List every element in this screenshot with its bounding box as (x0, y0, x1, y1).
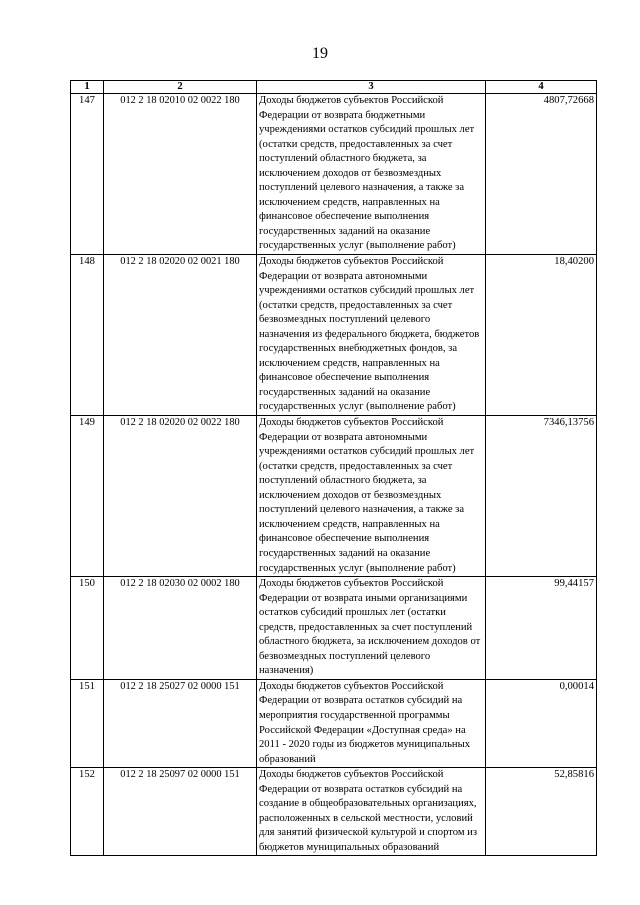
column-header-4: 4 (486, 81, 597, 94)
revenue-description: Доходы бюджетов субъектов Российской Федерации от возврата бюджетными учреждениями остатков субсидий прошлых лет (остатки средств, предоставленных за счет поступлений областного бюджета, за исключением доходов от безвозмездных поступлений целевого назначения, а также за исключением средств, направленных на финансовое обеспечение выполнения государственных заданий на оказание государственных услуг (выполнение работ) (257, 94, 486, 255)
revenue-description: Доходы бюджетов субъектов Российской Федерации от возврата иными организациями остатков субсидий прошлых лет (остатки средств, предоставленных за счет поступлений областного бюджета, за исключением доходов от безвозмездных поступлений целевого назначения) (257, 577, 486, 680)
table-header-row (71, 81, 597, 94)
row-number: 149 (71, 416, 104, 577)
table-row (71, 416, 597, 577)
revenue-description: Доходы бюджетов субъектов Российской Федерации от возврата автономными учреждениями остатков субсидий прошлых лет (остатки средств, предоставленных за счет безвозмездных поступлений целевого назначения из федерального бюджета, бюджетов государственных внебюджетных фондов, за исключением средств, направленных на финансовое обеспечение выполнения государственных заданий на оказание государственных услуг (выполнение работ) (257, 255, 486, 416)
revenue-description: Доходы бюджетов субъектов Российской Федерации от возврата автономными учреждениями остатков субсидий прошлых лет (остатки средств, предоставленных за счет поступлений областного бюджета, за исключением доходов от безвозмездных поступлений целевого назначения, а также за исключением средств, направленных на финансовое обеспечение выполнения государственных заданий на оказание государственных услуг (выполнение работ) (257, 416, 486, 577)
table-row (71, 679, 597, 767)
row-number: 152 (71, 768, 104, 856)
table-row (71, 94, 597, 255)
budget-classification-code: 012 2 18 02010 02 0022 180 (104, 94, 257, 255)
row-number: 147 (71, 94, 104, 255)
table-row (71, 255, 597, 416)
revenue-amount: 4807,72668 (486, 94, 597, 255)
revenue-amount: 99,44157 (486, 577, 597, 680)
column-header-3: 3 (257, 81, 486, 94)
revenue-amount: 0,00014 (486, 679, 597, 767)
revenue-amount: 18,40200 (486, 255, 597, 416)
row-number: 148 (71, 255, 104, 416)
budget-classification-code: 012 2 18 02030 02 0002 180 (104, 577, 257, 680)
revenue-amount: 7346,13756 (486, 416, 597, 577)
page-number: 19 (312, 45, 328, 62)
budget-classification-code: 012 2 18 25027 02 0000 151 (104, 679, 257, 767)
table-row (71, 577, 597, 680)
budget-classification-code: 012 2 18 25097 02 0000 151 (104, 768, 257, 856)
revenue-amount: 52,85816 (486, 768, 597, 856)
revenue-description: Доходы бюджетов субъектов Российской Федерации от возврата остатков субсидий на мероприятия государственной программы Российской Федерации «Доступная среда» на 2011 - 2020 годы из бюджетов муниципальных образований (257, 679, 486, 767)
budget-classification-code: 012 2 18 02020 02 0022 180 (104, 416, 257, 577)
revenue-description: Доходы бюджетов субъектов Российской Федерации от возврата остатков субсидий на создание в общеобразовательных организациях, расположенных в сельской местности, условий для занятий физической культурой и спортом из бюджетов муниципальных образований (257, 768, 486, 856)
row-number: 150 (71, 577, 104, 680)
table-row (71, 768, 597, 856)
revenue-table (70, 80, 597, 856)
row-number: 151 (71, 679, 104, 767)
budget-classification-code: 012 2 18 02020 02 0021 180 (104, 255, 257, 416)
column-header-1: 1 (71, 81, 104, 94)
column-header-2: 2 (104, 81, 257, 94)
